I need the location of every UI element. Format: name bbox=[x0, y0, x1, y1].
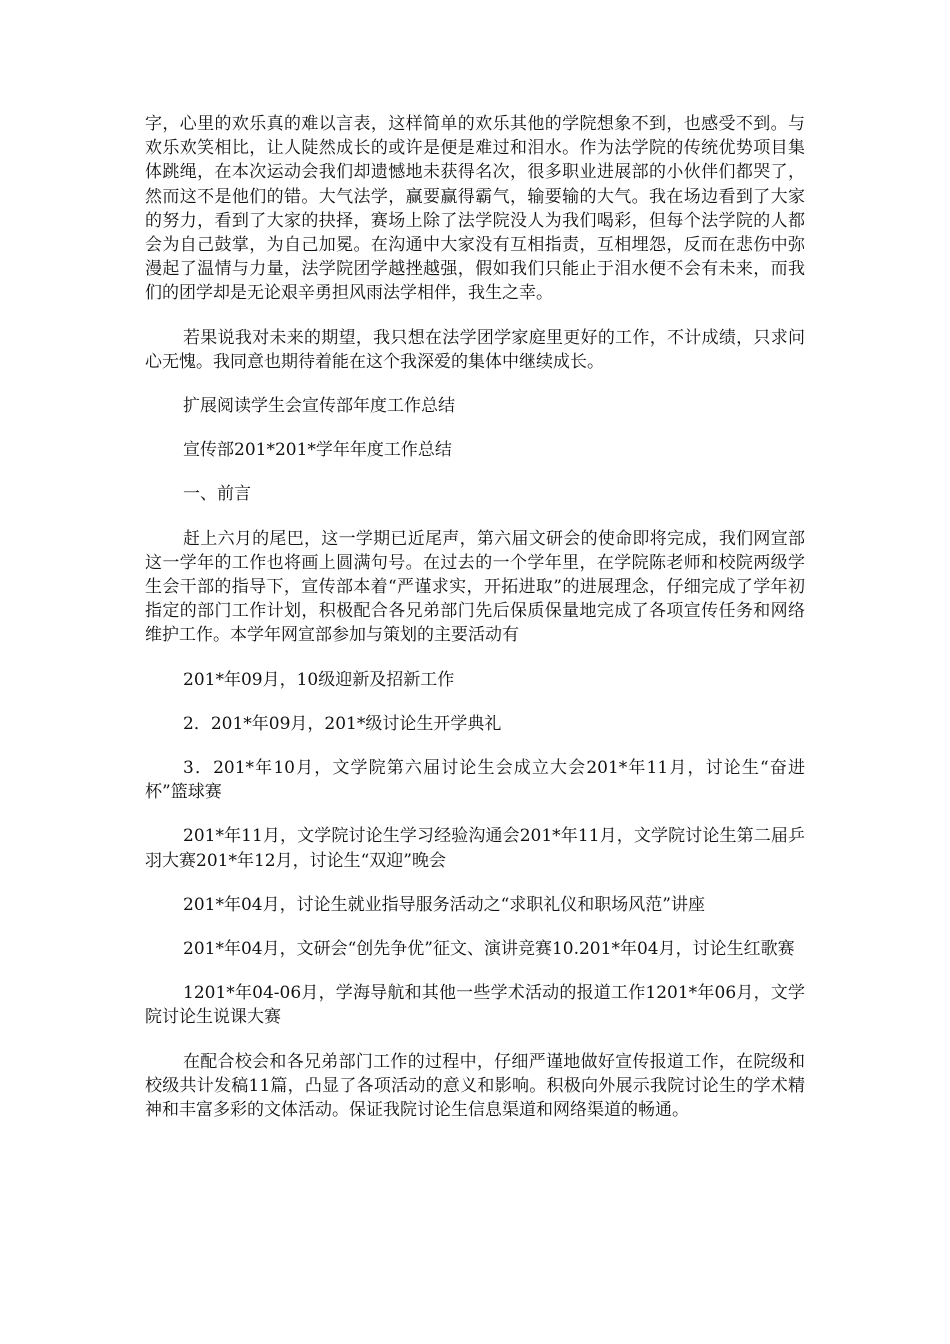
list-item-activity: 201*年04月，讨论生就业指导服务活动之“求职礼仪和职场风范”讲座 bbox=[183, 894, 705, 915]
list-item-activity: 201*年09月，10级迎新及招新工作 bbox=[183, 669, 455, 690]
paragraph-reporting-work: 在配合校会和各兄弟部门工作的过程中，仔细严谨地做好宣传报道工作，在院级和校级共计发稿11篇，凸显了各项活动的意义和影响。积极向外展示我院讨论生的学术精神和丰富多彩的文体活动。保证我院讨论生信息渠道和网络渠道的畅通。 bbox=[145, 1051, 805, 1121]
list-item-activity: 201*年04月，文研会“创先争优”征文、演讲竞赛10.201*年04月，讨论生红歌赛 bbox=[183, 939, 795, 960]
document-page bbox=[145, 112, 805, 1142]
list-item-activity: 201*年11月，文学院讨论生学习经验沟通会201*年11月，文学院讨论生第二届乒羽大赛201*年12月，讨论生“双迎”晚会 bbox=[145, 826, 805, 871]
list-item-activity: 1201*年04-06月，学海导航和其他一些学术活动的报道工作1201*年06月，文学院讨论生说课大赛 bbox=[145, 983, 805, 1028]
section-heading-preface: 一、前言 bbox=[183, 484, 251, 505]
paragraph-future-hope: 若果说我对未来的期望，我只想在法学团学家庭里更好的工作，不计成绩，只求问心无愧。我同意也期待着能在这个我深爱的集体中继续成长。 bbox=[145, 327, 805, 372]
paragraph-extended-reading-title: 扩展阅读学生会宣传部年度工作总结 bbox=[183, 396, 455, 417]
paragraph-continuation: 字，心里的欢乐真的难以言表，这样简单的欢乐其他的学院想象不到，也感受不到。与欢乐欢笑相比，让人陡然成长的或许是便是难过和泪水。作为法学院的传统优势项目集体跳绳，在本次运动会我们却遗憾地未获得名次，很多职业进展部的小伙伴们都哭了，然而这不是他们的错。大气法学，赢要赢得霸气，输要输的大气。我在场边看到了大家的努力，看到了大家的抉择，赛场上除了法学院没人为我们喝彩，但每个法学院的人都会为自己鼓掌，为自己加冕。在沟通中大家没有互相指责，互相埋怨，反而在悲伤中弥漫起了温情与力量，法学院团学越挫越强，假如我们只能止于泪水便不会有未来，而我们的团学却是无论艰辛勇担风雨法学相伴，我生之幸。 bbox=[145, 114, 805, 304]
paragraph-summary-title: 宣传部201*201*学年年度工作总结 bbox=[183, 440, 452, 461]
list-item-activity: 2．201*年09月，201*级讨论生开学典礼 bbox=[183, 713, 502, 734]
paragraph-preface-body: 赶上六月的尾巴，这一学期已近尾声，第六届文研会的使命即将完成，我们网宣部这一学年的工作也将画上圆满句号。在过去的一个学年里，在学院陈老师和校院两级学生会干部的指导下，宣传部本着“严谨求实，开拓进取”的进展理念，仔细完成了学年初指定的部门工作计划，积极配合各兄弟部门先后保质保量地完成了各项宣传任务和网络维护工作。本学年网宣部参加与策划的主要活动有 bbox=[145, 528, 805, 646]
list-item-activity: 3．201*年10月，文学院第六届讨论生会成立大会201*年11月，讨论生“奋进杯”篮球赛 bbox=[145, 758, 805, 803]
